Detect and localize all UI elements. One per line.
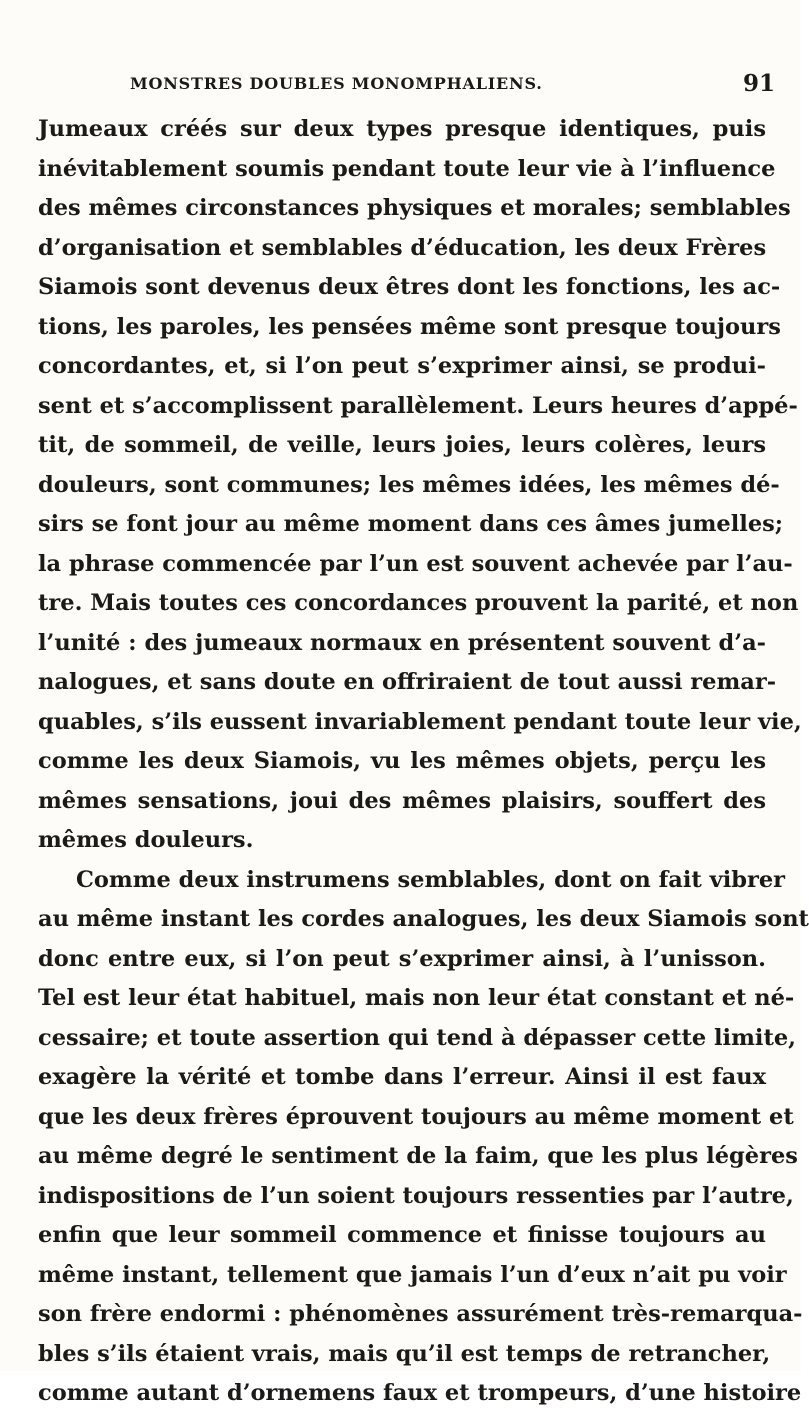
text-line: Tel est leur état habituel, mais non leur état constant et né- — [38, 985, 795, 1011]
text-line: bles s’ils étaient vrais, mais qu’il est temps de retrancher, — [38, 1340, 771, 1367]
running-head — [34, 70, 775, 100]
paragraph-start-line: Comme deux instrumens semblables, dont on fait vibrer — [76, 866, 786, 893]
text-line: comme autant d’ornemens faux et trompeurs, d’une histoire — [38, 1380, 802, 1406]
text-line: sirs se font jour au même moment dans ces âmes jumelles; — [38, 511, 784, 537]
text-line: enfin que leur sommeil commence et finisse toujours au — [38, 1222, 766, 1248]
text-line: tre. Mais toutes ces concordances prouvent la parité, et non — [38, 590, 799, 616]
text-line: nalogues, et sans doute en offriraient de tout aussi remar- — [38, 669, 777, 695]
text-line: Jumeaux créés sur deux types presque identiques, puis — [38, 116, 766, 142]
text-line: tit, de sommeil, de veille, leurs joies, leurs colères, leurs — [38, 432, 766, 458]
text-line: indispositions de l’un soient toujours ressenties par l’autre, — [38, 1182, 794, 1209]
text-line: même instant, tellement que jamais l’un d’eux n’ait pu voir — [38, 1261, 787, 1288]
text-line: exagère la vérité et tombe dans l’erreur. Ainsi il est faux — [38, 1064, 766, 1090]
text-line: inévitablement soumis pendant toute leur vie à l’influence — [38, 155, 776, 182]
text-line: Siamois sont devenus deux êtres dont les fonctions, les ac- — [38, 274, 781, 300]
text-line: comme les deux Siamois, vu les mêmes objets, perçu les — [38, 748, 766, 774]
text-line: concordantes, et, si l’on peut s’exprimer ainsi, se produi- — [38, 353, 766, 379]
text-line: mêmes sensations, joui des mêmes plaisirs, souffert des — [38, 787, 766, 814]
text-line: des mêmes circonstances physiques et morales; semblables — [38, 195, 791, 221]
text-line: tions, les paroles, les pensées même sont presque toujours — [38, 313, 781, 340]
text-line: au même degré le sentiment de la faim, que les plus légères — [38, 1143, 798, 1169]
text-line: d’organisation et semblables d’éducation, les deux Frères — [38, 234, 767, 261]
text-line: quables, s’ils eussent invariablement pendant toute leur vie, — [38, 708, 802, 735]
text-line: que les deux frères éprouvent toujours au même moment et — [38, 1103, 794, 1130]
page-number: 91 — [742, 70, 775, 97]
text-line: cessaire; et toute assertion qui tend à dépasser cette limite, — [38, 1024, 797, 1051]
text-line: la phrase commencée par l’un est souvent achevée par l’au- — [38, 550, 793, 577]
body-text — [38, 110, 809, 1414]
text-line: l’unité : des jumeaux normaux en présentent souvent d’a- — [38, 629, 766, 656]
text-line: douleurs, sont communes; les mêmes idées, les mêmes dé- — [38, 471, 780, 498]
text-line: donc entre eux, si l’on peut s’exprimer ainsi, à l’unisson. — [38, 945, 766, 972]
running-title: MONSTRES DOUBLES MONOMPHALIENS. — [130, 74, 543, 93]
text-line: sent et s’accomplissent parallèlement. Leurs heures d’appé- — [38, 392, 798, 419]
text-line: au même instant les cordes analogues, les deux Siamois sont — [38, 906, 809, 932]
text-line: son frère endormi : phénomènes assurément très-remarqua- — [38, 1301, 803, 1327]
paragraph-end-line: mêmes douleurs. — [38, 827, 254, 853]
